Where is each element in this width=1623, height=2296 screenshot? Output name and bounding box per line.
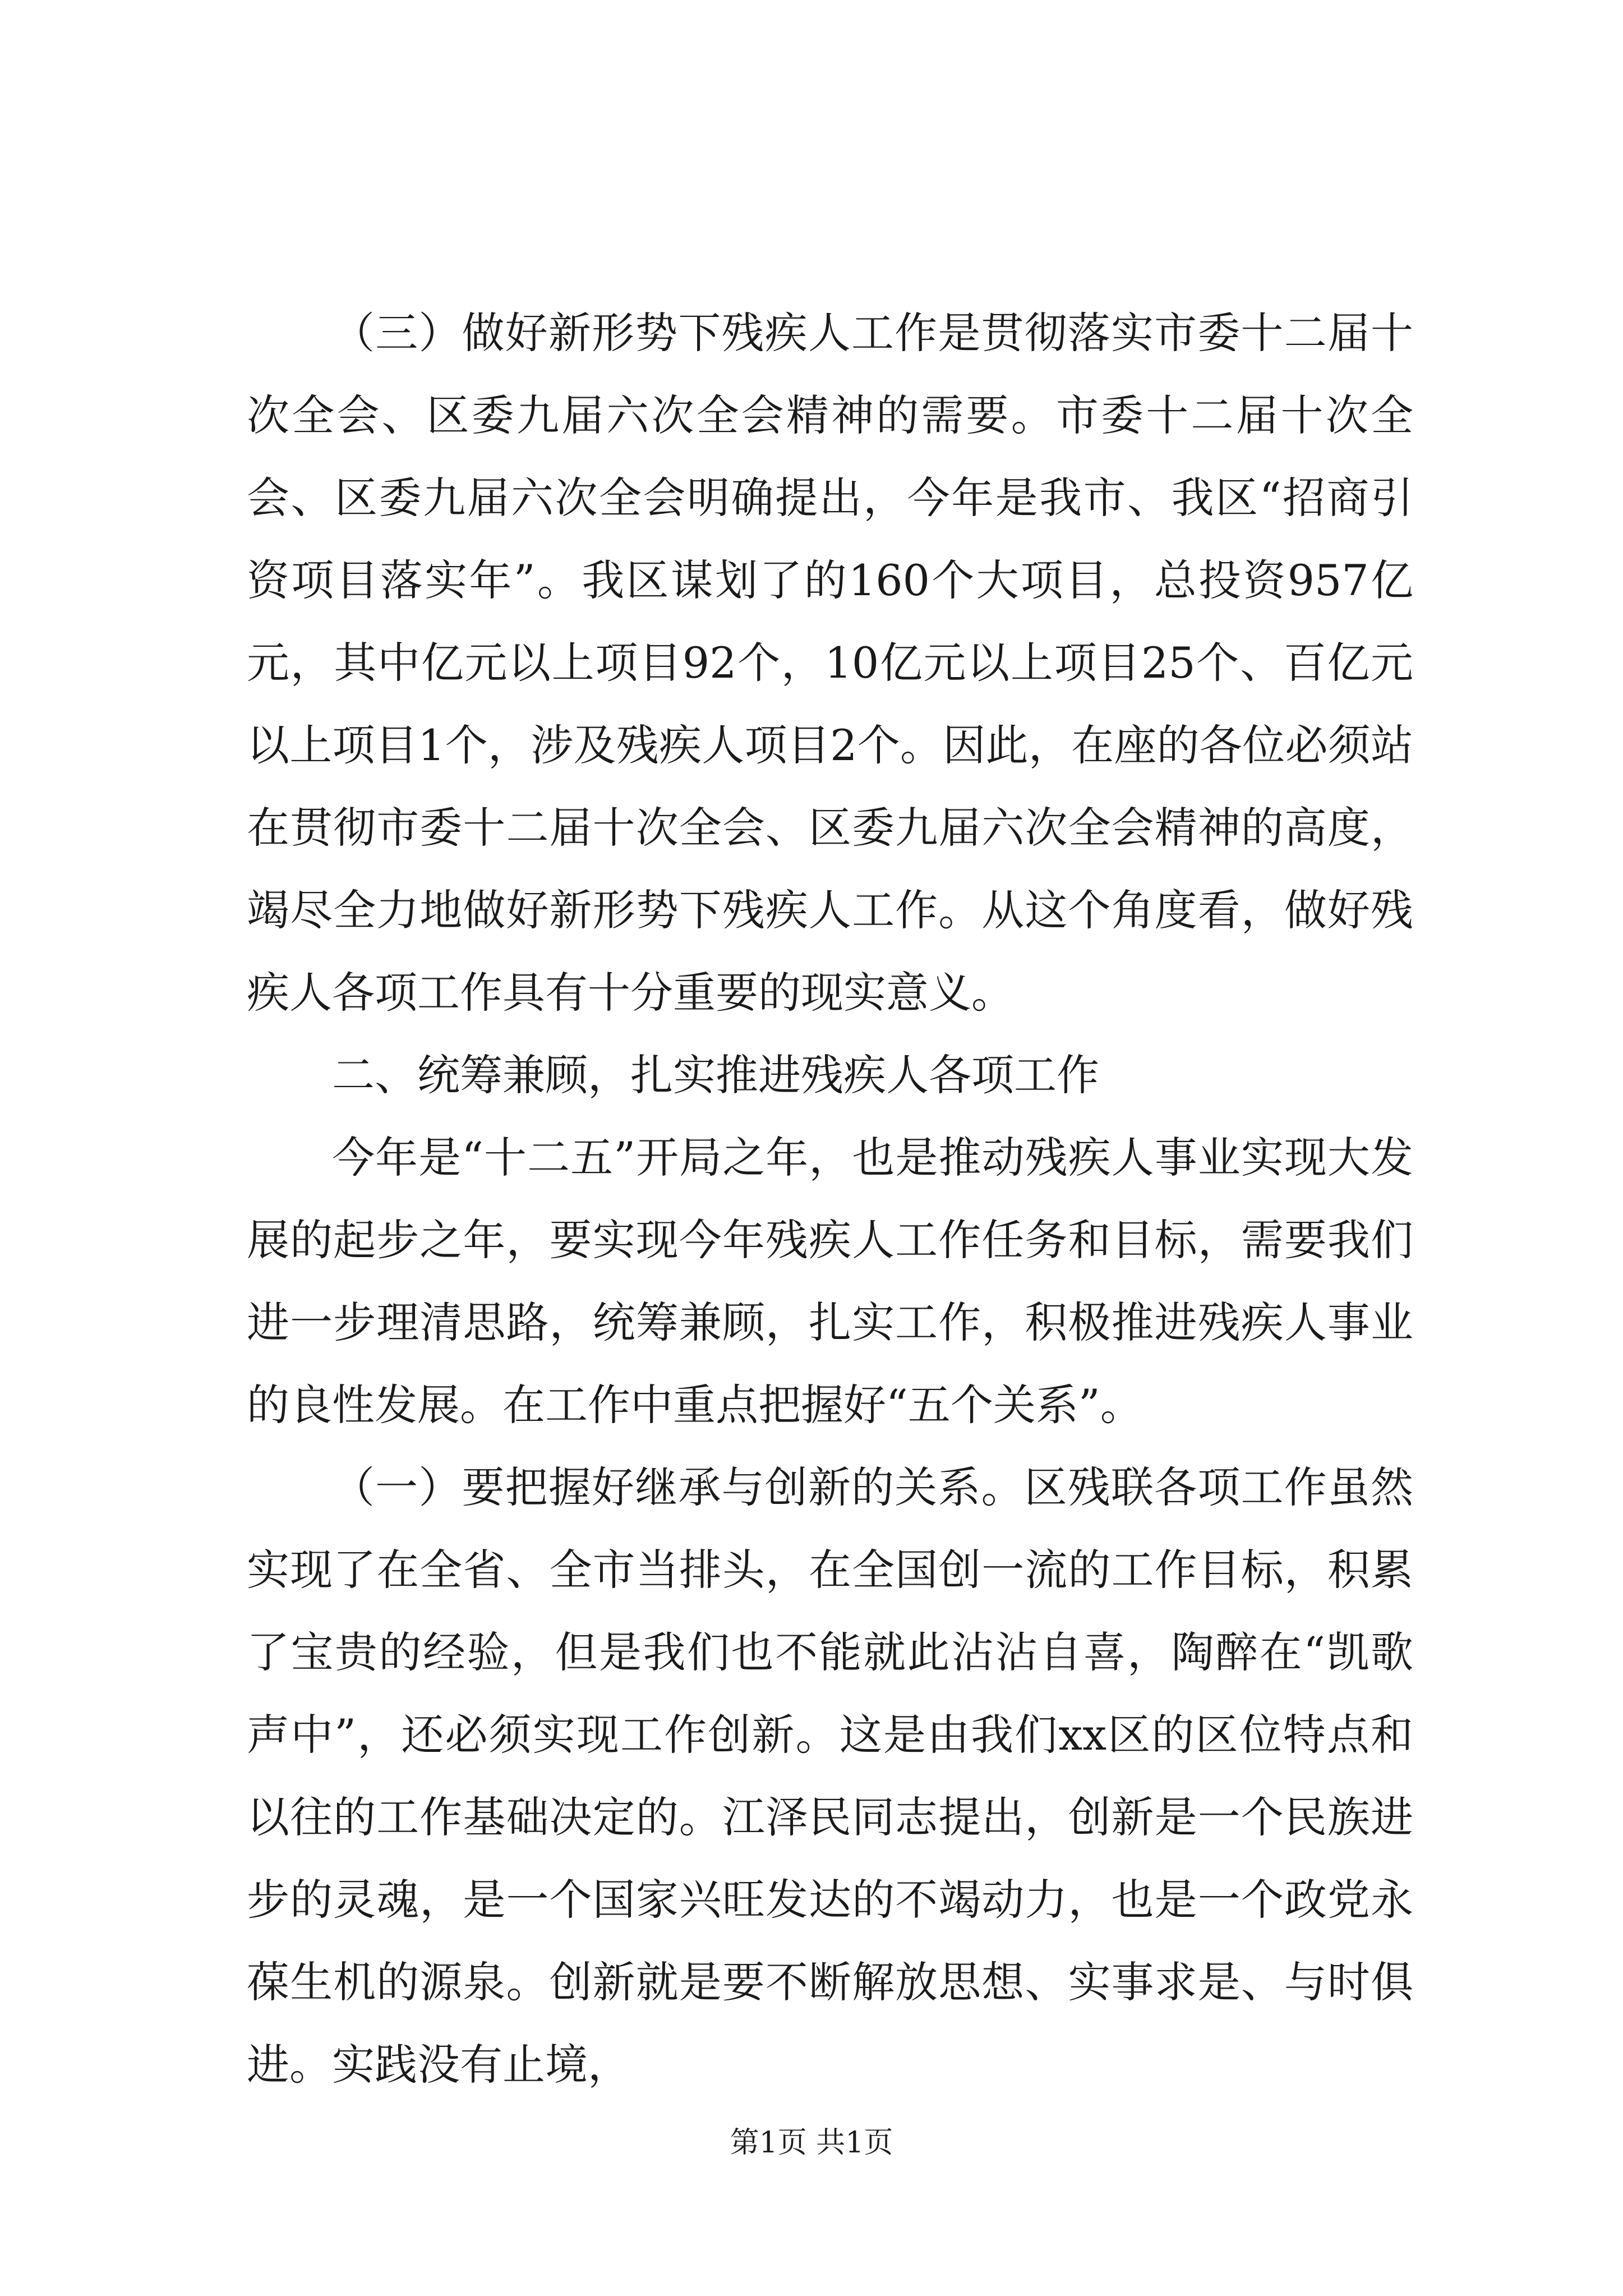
paragraph-intro: 今年是“十二五”开局之年，也是推动残疾人事业实现大发展的起步之年，要实现今年残疾人工作任务和目标，需要我们进一步理清思路，统筹兼顾，扎实工作，积极推进残疾人事业的良性发展。在工作中重点把握好“五个关系”。 (247, 1133, 1413, 1430)
page-number: 第1页 共1页 (730, 2126, 893, 2160)
paragraph-subsection-one: （一）要把握好继承与创新的关系。区残联各项工作虽然实现了在全省、全市当排头，在全国创一流的工作目标，积累了宝贵的经验，但是我们也不能就此沾沾自喜，陶醉在“凯歌声中”，还必须实现工作创新。这是由我们xx区的区位特点和以往的工作基础决定的。江泽民同志提出，创新是一个民族进步的灵魂，是一个国家兴旺发达的不竭动力，也是一个政党永葆生机的源泉。创新就是要不断解放思想、实事求是、与时俱进。实践没有止境， (247, 1462, 1413, 2090)
document-body (247, 292, 1413, 2106)
paragraph-section-three: （三）做好新形势下残疾人工作是贯彻落实市委十二届十次全会、区委九届六次全会精神的需要。市委十二届十次全会、区委九届六次全会明确提出，今年是我市、我区“招商引资项目落实年”。我区谋划了的160个大项目，总投资957亿元，其中亿元以上项目92个，10亿元以上项目25个、百亿元以上项目1个，涉及残疾人项目2个。因此，在座的各位必须站在贯彻市委十二届十次全会、区委九届六次全会精神的高度，竭尽全力地做好新形势下残疾人工作。从这个角度看，做好残疾人各项工作具有十分重要的现实意义。 (247, 308, 1413, 1018)
heading-section-two: 二、统筹兼顾，扎实推进残疾人各项工作 (332, 1050, 1099, 1100)
page-footer (0, 2123, 1623, 2162)
